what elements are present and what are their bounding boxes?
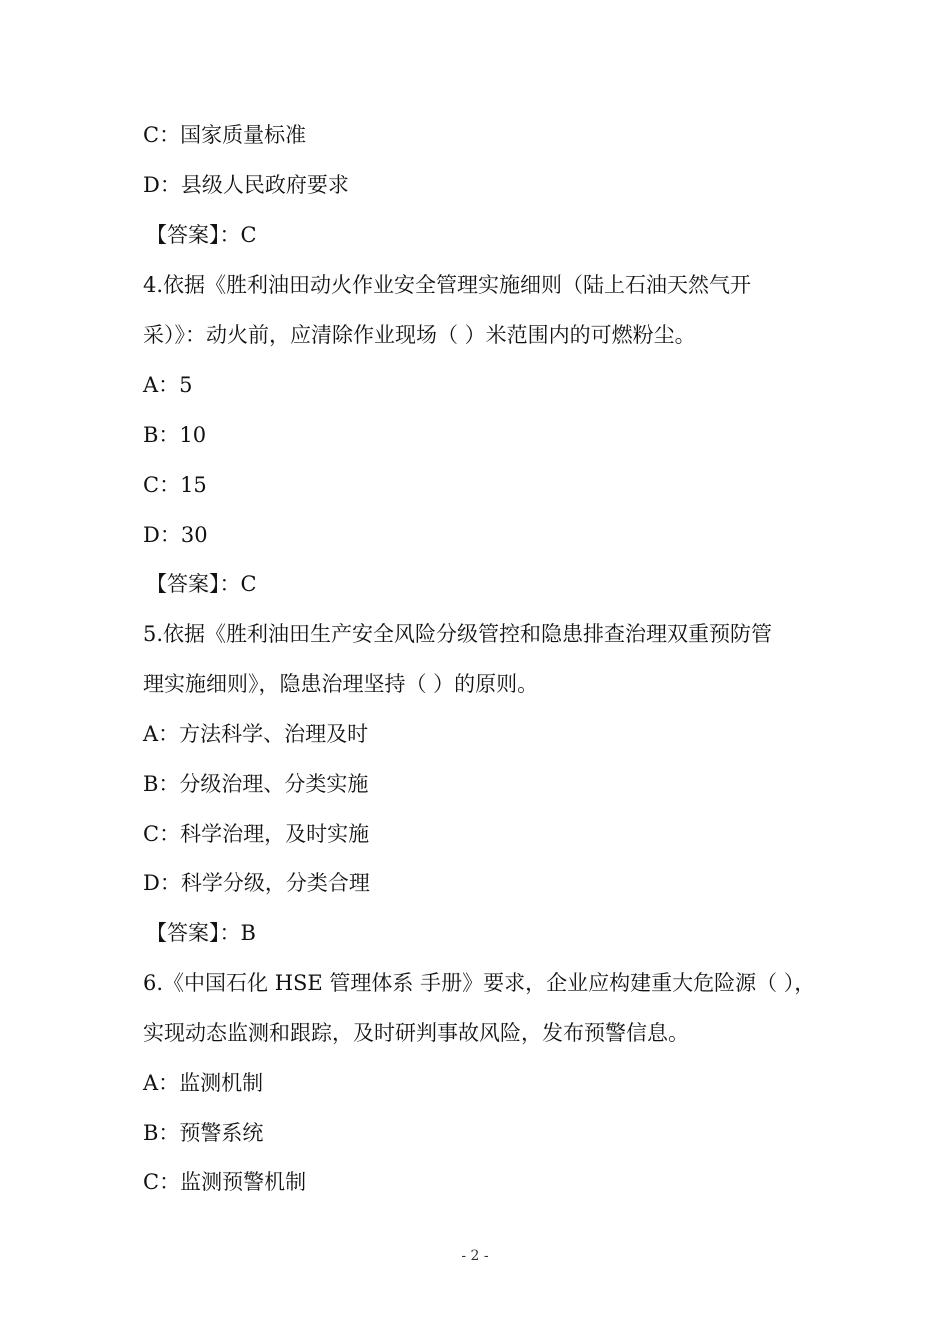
option-line: C：国家质量标准 xyxy=(143,123,307,147)
page-number: - 2 - xyxy=(461,1248,489,1264)
option-line: D：县级人民政府要求 xyxy=(143,173,349,197)
option-line: A：5 xyxy=(143,373,193,397)
question-line: 5.依据《胜利油田生产安全风险分级管控和隐患排查治理双重预防管 xyxy=(143,622,773,646)
option-line: B：10 xyxy=(143,423,207,447)
question-line: 采）》：动火前，应清除作业现场（ ）米范围内的可燃粉尘。 xyxy=(143,323,696,347)
option-line: D：科学分级，分类合理 xyxy=(143,871,370,895)
question-line: 理实施细则》，隐患治理坚持（ ）的原则。 xyxy=(143,672,539,696)
answer-line: 【答案】：C xyxy=(146,572,257,596)
answer-line: 【答案】：C xyxy=(146,223,257,247)
question-line: 6.《中国石化 HSE 管理体系 手册》要求，企业应构建重大危险源（ ）， xyxy=(143,971,816,995)
question-line: 4.依据《胜利油田动火作业安全管理实施细则（陆上石油天然气开 xyxy=(143,273,752,297)
answer-line: 【答案】：B xyxy=(146,921,256,945)
option-line: C：科学治理，及时实施 xyxy=(143,822,370,846)
option-line: D：30 xyxy=(143,523,208,547)
option-line: C：15 xyxy=(143,473,207,497)
question-line: 实现动态监测和跟踪，及时研判事故风险，发布预警信息。 xyxy=(143,1021,689,1045)
option-line: A：方法科学、治理及时 xyxy=(143,722,369,746)
option-line: B：预警系统 xyxy=(143,1121,264,1145)
option-line: B：分级治理、分类实施 xyxy=(143,772,369,796)
option-line: C：监测预警机制 xyxy=(143,1170,307,1194)
option-line: A：监测机制 xyxy=(143,1071,264,1095)
